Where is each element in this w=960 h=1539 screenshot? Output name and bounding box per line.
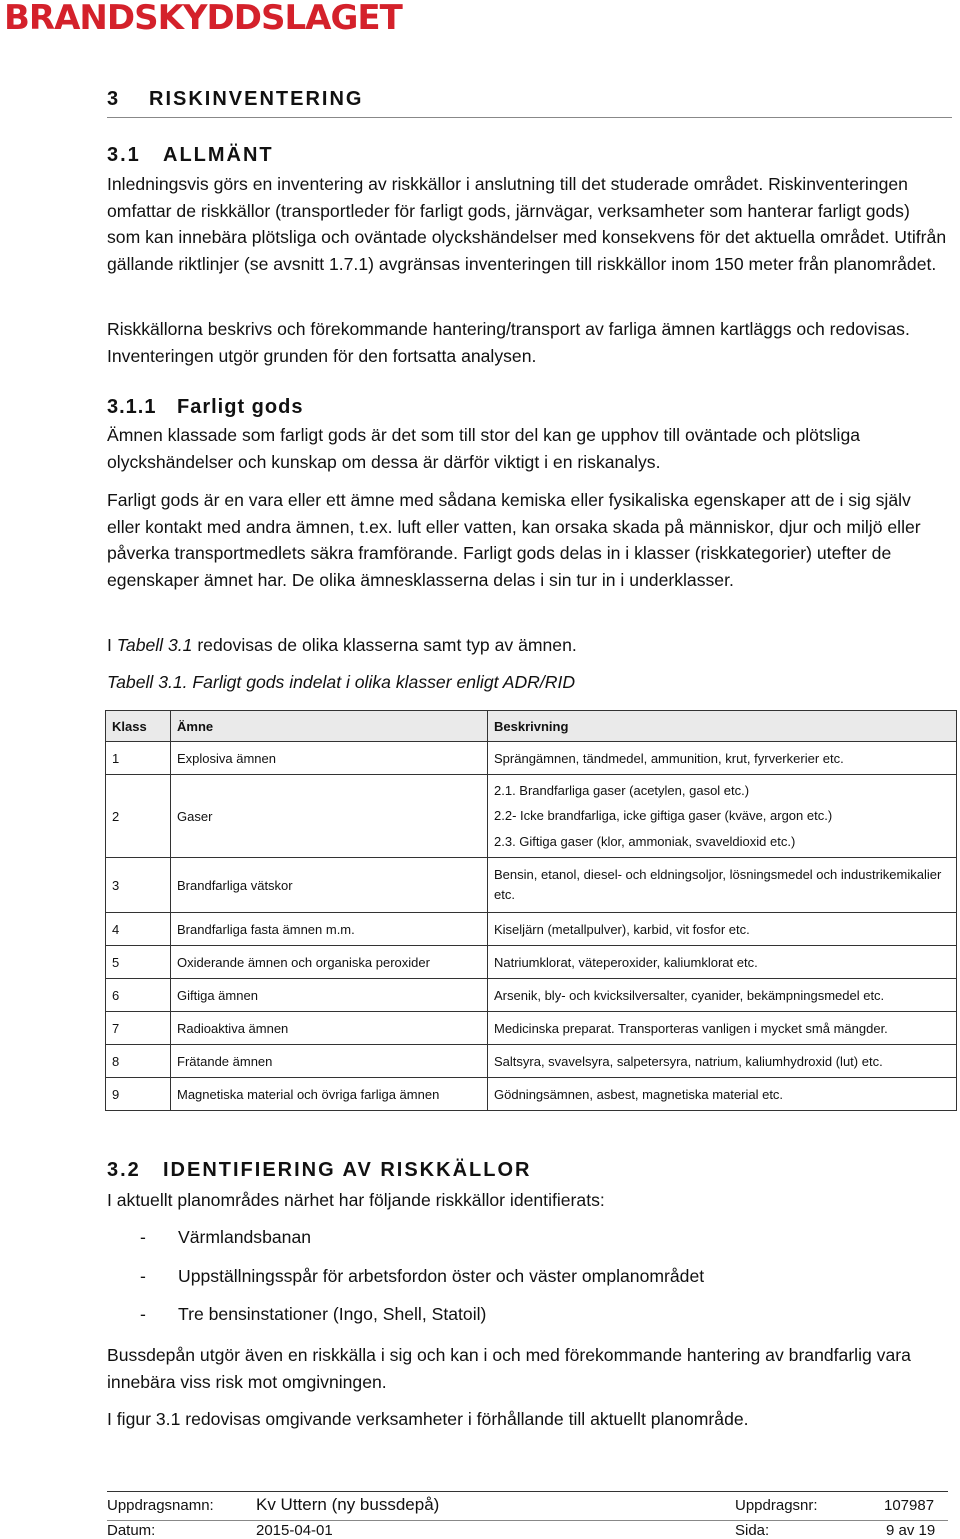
table-row <box>106 913 957 946</box>
list-item-text: Tre bensinstationer (Ingo, Shell, Statoil) <box>178 1304 487 1324</box>
section-3-1-1-heading <box>107 396 303 419</box>
cell-beskrivning: Bensin, etanol, diesel- och eldningsoljor, lösningsmedel och industrikemikalier etc. <box>488 858 957 913</box>
cell-beskrivning: Natriumklorat, väteperoxider, kaliumklorat etc. <box>488 946 957 979</box>
subclass-line: 2.1. Brandfarliga gaser (acetylen, gasol etc.) <box>494 782 750 798</box>
cell-klass: 6 <box>106 979 171 1012</box>
section-3-2-heading <box>107 1159 531 1182</box>
cell-klass: 9 <box>106 1078 171 1111</box>
cell-amne: Frätande ämnen <box>171 1045 488 1078</box>
table-row <box>106 946 957 979</box>
table-reference: Tabell 3.1 <box>116 635 193 655</box>
cell-amne: Radioaktiva ämnen <box>171 1012 488 1045</box>
list-item: - Tre bensinstationer (Ingo, Shell, Statoil) <box>140 1304 487 1324</box>
footer-uppdragsnr-value: 107987 <box>884 1497 935 1514</box>
list-item: - Värmlandsbanan <box>140 1227 312 1247</box>
cell-beskrivning: Arsenik, bly- och kvicksilversalter, cyanider, bekämpningsmedel etc. <box>488 979 957 1012</box>
table-row <box>106 979 957 1012</box>
cell-amne: Brandfarliga fasta ämnen m.m. <box>171 913 488 946</box>
header-beskrivning: Beskrivning <box>488 711 957 742</box>
cell-amne: Oxiderande ämnen och organiska peroxider <box>171 946 488 979</box>
list-item-text: Värmlandsbanan <box>178 1227 312 1247</box>
section-3-2-paragraph-3: I figur 3.1 redovisas omgivande verksamheter i förhållande till aktuellt planområde. <box>107 1409 749 1429</box>
table-header-row <box>106 711 957 742</box>
table-row <box>106 775 957 858</box>
text: I <box>107 635 117 655</box>
table-row <box>106 1078 957 1111</box>
cell-beskrivning: Gödningsämnen, asbest, magnetiska material etc. <box>488 1078 957 1111</box>
footer-divider <box>107 1491 948 1492</box>
section-number: 3.1.1 <box>107 396 157 418</box>
cell-amne: Explosiva ämnen <box>171 742 488 775</box>
cell-amne: Magnetiska material och övriga farliga ämnen <box>171 1078 488 1111</box>
cell-amne: Giftiga ämnen <box>171 979 488 1012</box>
section-3-1-1-paragraph-3 <box>107 632 947 659</box>
section-3-2-intro: I aktuellt planområdes närhet har följande riskkällor identifierats: <box>107 1190 605 1210</box>
section-3-heading <box>107 88 952 118</box>
footer-datum-label: Datum: <box>107 1522 156 1539</box>
table-row <box>106 1045 957 1078</box>
subclass-line: 2.2- Icke brandfarliga, icke giftiga gaser (kväve, argon etc.) <box>494 808 833 824</box>
cell-beskrivning: Sprängämnen, tändmedel, ammunition, krut, fyrverkerier etc. <box>488 742 957 775</box>
cell-beskrivning <box>488 775 957 858</box>
footer-uppdragsnr-label: Uppdragsnr: <box>735 1497 818 1514</box>
section-title: IDENTIFIERING AV RISKKÄLLOR <box>163 1159 532 1181</box>
cell-beskrivning: Medicinska preparat. Transporteras vanligen i mycket små mängder. <box>488 1012 957 1045</box>
section-number: 3.2 <box>107 1159 141 1181</box>
header-amne: Ämne <box>171 711 488 742</box>
table-caption: Tabell 3.1. Farligt gods indelat i olika klasser enligt ADR/RID <box>107 672 576 692</box>
footer-uppdragsnamn-value: Kv Uttern (ny bussdepå) <box>256 1495 440 1514</box>
section-number: 3.1 <box>107 144 141 166</box>
section-3-1-paragraph-2: Riskkällorna beskrivs och förekommande hantering/transport av farliga ämnen kartläggs och redovisas. Inventeringen utgör grunden för den fortsatta analysen. <box>107 319 910 366</box>
cell-klass: 7 <box>106 1012 171 1045</box>
subclass-line: 2.3. Giftiga gaser (klor, ammoniak, svaveldioxid etc.) <box>494 833 796 849</box>
dangerous-goods-table <box>105 710 957 1111</box>
footer-uppdragsnamn-label: Uppdragsnamn: <box>107 1497 214 1514</box>
section-title: Farligt gods <box>177 396 304 418</box>
section-3-1-heading <box>107 144 274 167</box>
list-item: - Uppställningsspår för arbetsfordon öster och väster omplanområdet <box>140 1266 705 1286</box>
footer-sida-label: Sida: <box>735 1522 770 1539</box>
section-title: ALLMÄNT <box>163 144 274 166</box>
cell-klass: 4 <box>106 913 171 946</box>
section-3-1-1-paragraph-1: Ämnen klassade som farligt gods är det som till stor del kan ge upphov till oväntade och plötsliga olyckshändelser och kunskap om dessa är därför viktigt i en riskanalys. <box>107 425 861 472</box>
cell-klass: 5 <box>106 946 171 979</box>
footer-divider <box>107 1520 948 1521</box>
cell-klass: 8 <box>106 1045 171 1078</box>
cell-beskrivning: Saltsyra, svavelsyra, salpetersyra, natrium, kaliumhydroxid (lut) etc. <box>488 1045 957 1078</box>
section-3-1-paragraph-1: Inledningsvis görs en inventering av riskkällor i anslutning till det studerade området. Riskinventeringen omfattar de riskkällor (transportleder för farligt gods, järnvägar, verksamheter som hanterar farligt gods) som kan innebära plötsliga och oväntade olyckshändelser med konsekvens för det aktuella området. Utifrån gällande riktlinjer (se avsnitt 1.7.1) avgränsas inventeringen till riskkällor inom 150 meter från planområdet. <box>107 174 947 274</box>
cell-klass: 1 <box>106 742 171 775</box>
list-item-text: Uppställningsspår för arbetsfordon öster och väster omplanområdet <box>178 1266 705 1286</box>
cell-amne: Gaser <box>171 775 488 858</box>
section-3-1-1-paragraph-2: Farligt gods är en vara eller ett ämne med sådana kemiska eller fysikaliska egenskaper att de i sig själv eller kontakt med andra ämnen, t.ex. luft eller vatten, kan orsaka skada på människor, djur och miljö eller påverka transportmedlets säkra framförande. Farligt gods delas in i klasser (riskkategorier) utefter de egenskaper ämnet har. De olika ämnesklasserna delas i sin tur in i underklasser. <box>107 490 921 590</box>
table-row <box>106 858 957 913</box>
brand-logo: BRANDSKYDDSLAGET <box>4 0 402 38</box>
cell-amne: Brandfarliga vätskor <box>171 858 488 913</box>
text: redovisas de olika klasserna samt typ av ämnen. <box>192 635 577 655</box>
section-number: 3 <box>107 88 121 110</box>
section-3-2-paragraph-2: Bussdepån utgör även en riskkälla i sig och kan i och med förekommande hantering av brandfarlig vara innebära viss risk mot omgivningen. <box>107 1345 911 1392</box>
table-row <box>106 742 957 775</box>
header-klass: Klass <box>106 711 171 742</box>
cell-klass: 2 <box>106 775 171 858</box>
footer-datum-value: 2015-04-01 <box>256 1522 333 1539</box>
table-row <box>106 1012 957 1045</box>
section-title: RISKINVENTERING <box>149 88 364 110</box>
cell-klass: 3 <box>106 858 171 913</box>
footer-sida-value: 9 av 19 <box>886 1522 936 1539</box>
cell-beskrivning: Kiseljärn (metallpulver), karbid, vit fosfor etc. <box>488 913 957 946</box>
